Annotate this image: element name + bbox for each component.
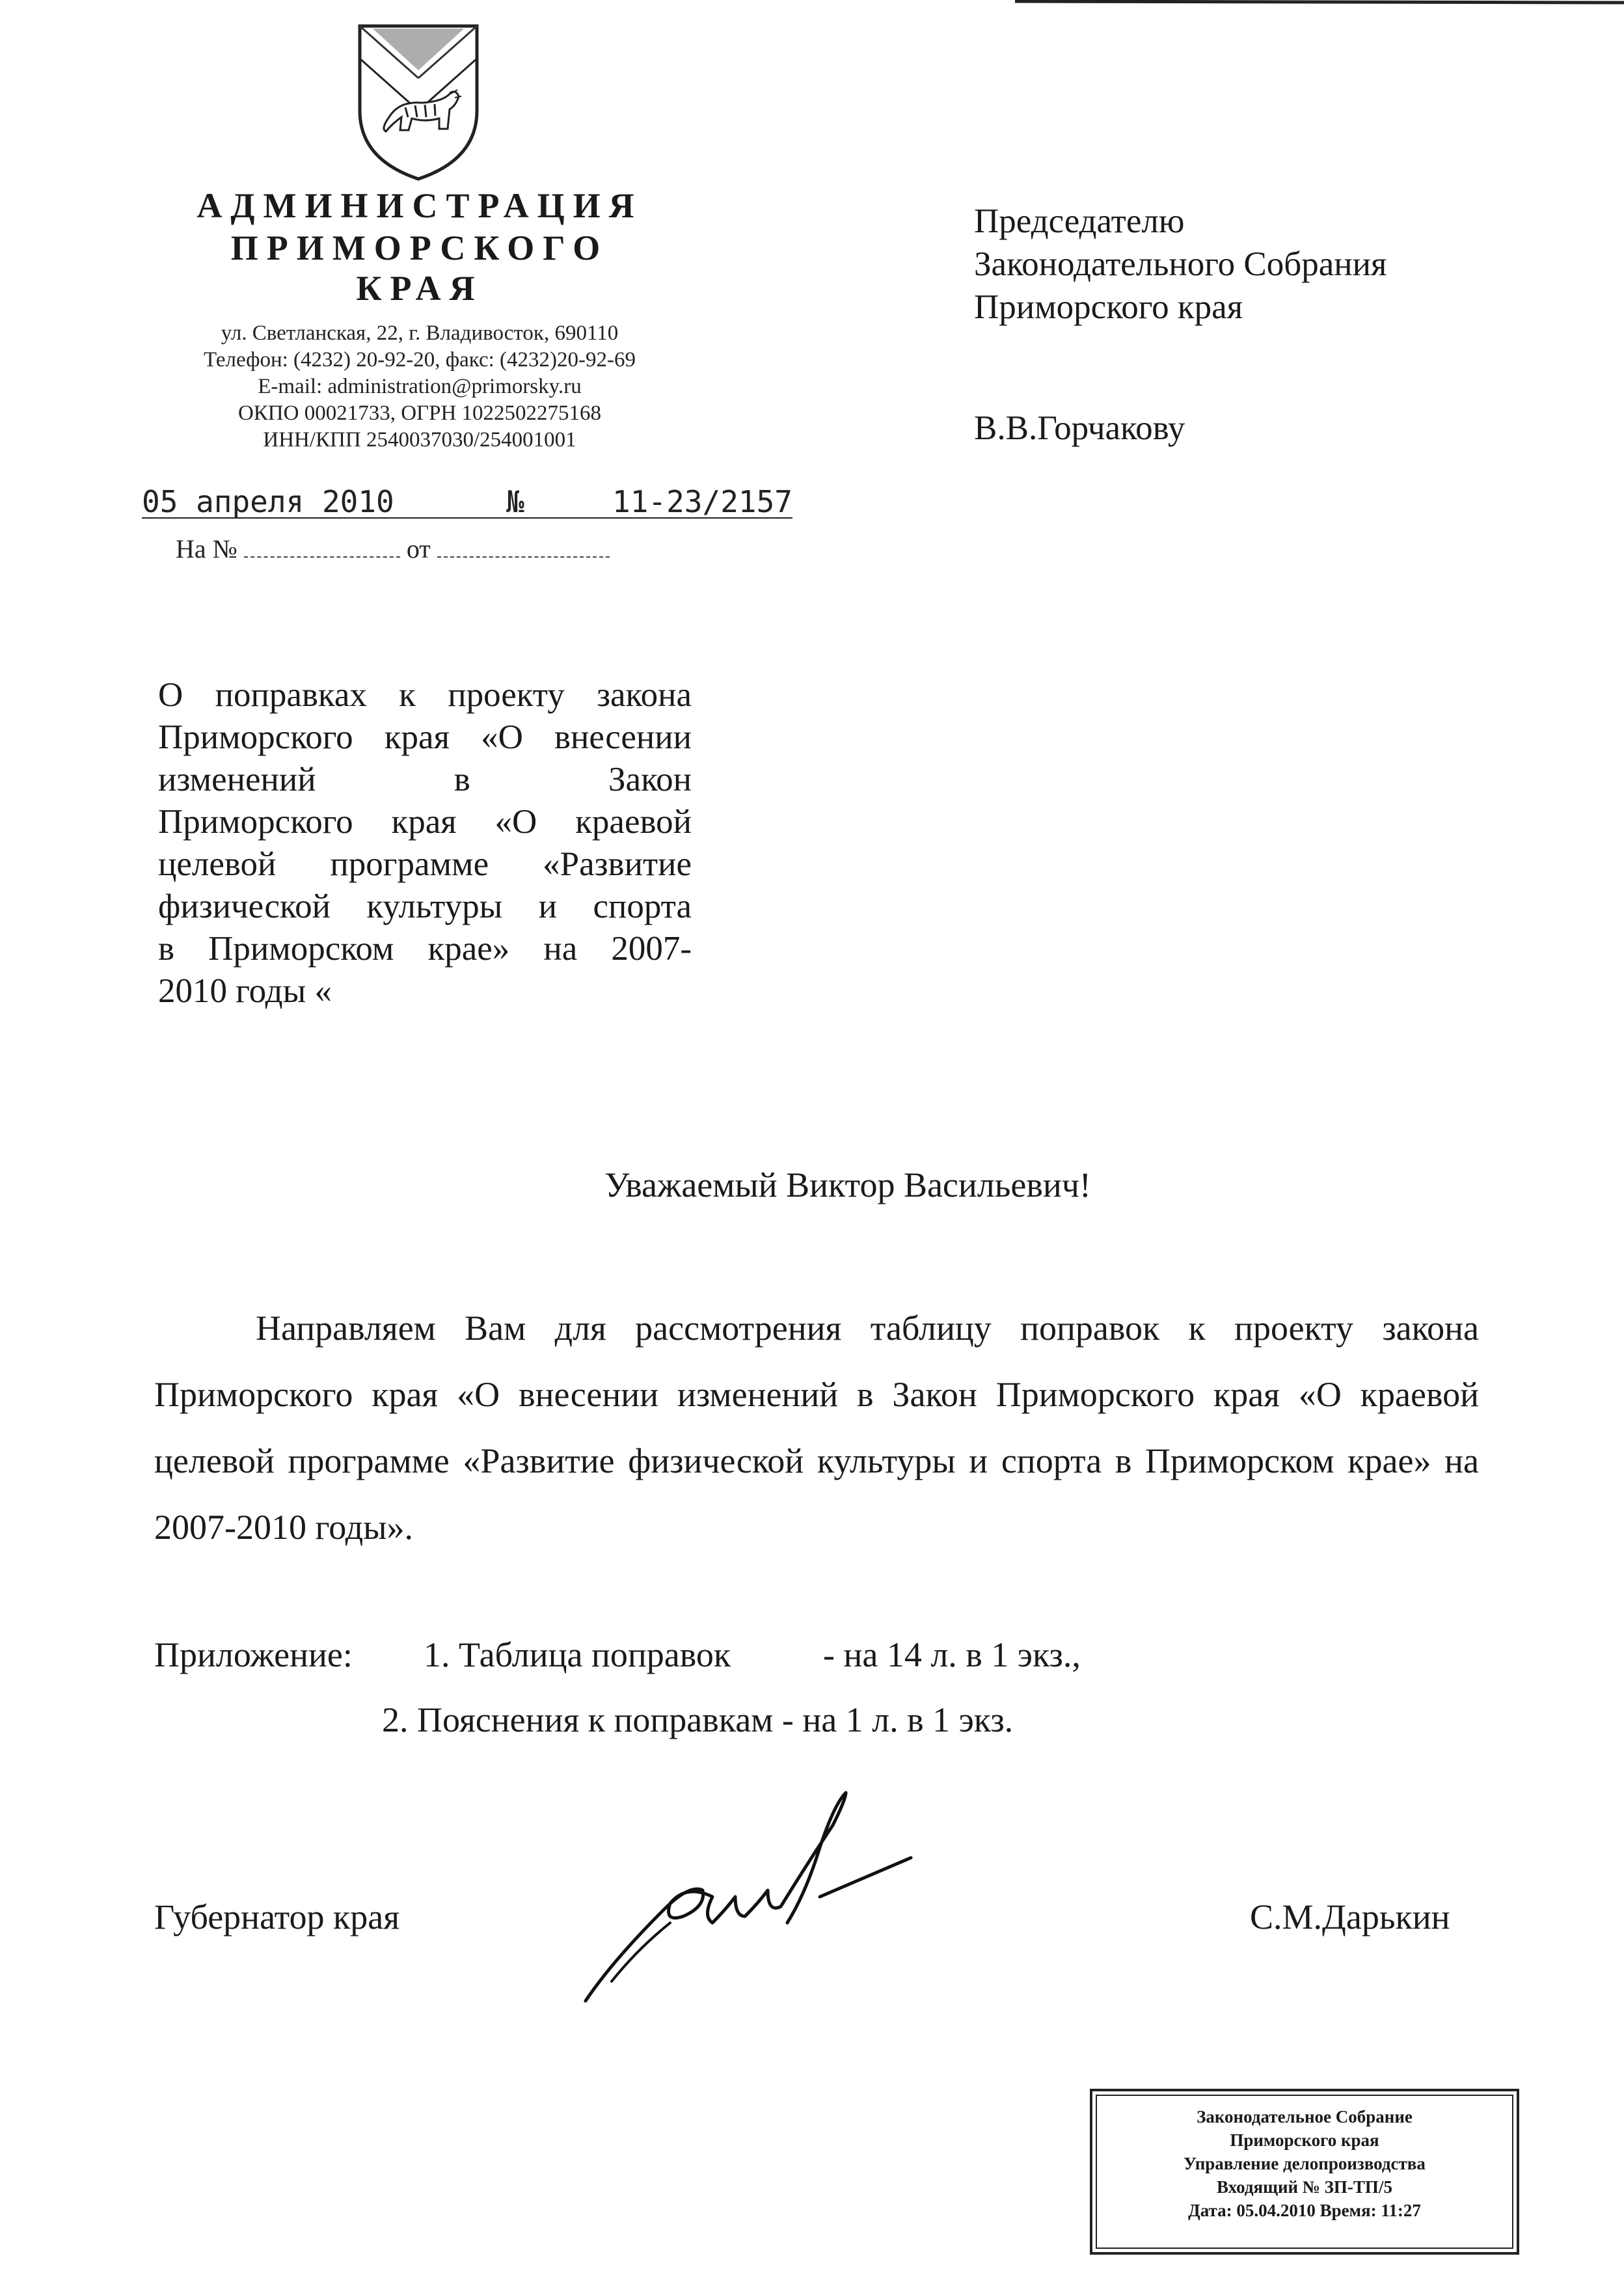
org-inn: ИНН/КПП 2540037030/254001001 [263, 428, 576, 452]
subject-line: Приморского края «О краевой [158, 803, 692, 841]
reference-number-blank [244, 536, 400, 558]
appendix-item-1: 1. Таблица поправок [424, 1635, 731, 1674]
org-codes: ОКПО 00021733, ОГРН 1022502275168 [237, 401, 602, 425]
registration-stamp [1090, 2089, 1519, 2255]
subject-line: О поправках к проекту закона [158, 676, 692, 714]
greeting: Уважаемый Виктор Васильевич! [604, 1165, 1091, 1204]
addressee-line2: Законодательного Собрания [974, 245, 1387, 283]
stamp-line2: Приморского края [1230, 2130, 1379, 2150]
letter-subject [158, 674, 692, 1012]
subject-line: в Приморском крае» на 2007- [158, 930, 692, 968]
stamp-line3: Управление делопроизводства [1184, 2154, 1426, 2173]
subject-line: изменений в Закон [158, 761, 692, 798]
appendix-item-1-size: - на 14 л. в 1 экз., [823, 1635, 1081, 1674]
letter-body: Направляем Вам для рассмотрения таблицу поправок к проекту закона Приморского края «О внесении изменений в Закон Приморского края «О краевой целевой программе «Развитие физической культуры и спорта в Приморском крае» на 2007-2010 годы». [154, 1309, 1479, 1547]
scan-edge-line [1015, 0, 1624, 7]
coat-of-arms-icon [353, 20, 483, 182]
org-phone: Телефон: (4232) 20-92-20, факс: (4232)20-92-69 [204, 348, 636, 372]
org-address: ул. Светланская, 22, г. Владивосток, 690110 [221, 321, 619, 345]
subject-line: 2010 годы « [158, 972, 332, 1010]
handwritten-signature [573, 1786, 989, 2007]
subject-line: физической культуры и спорта [158, 888, 692, 925]
reference-from-label: от [406, 534, 431, 564]
stamp-line4: Входящий № ЗП-ТП/5 [1217, 2177, 1392, 2197]
addressee-name: В.В.Горчакову [974, 409, 1185, 447]
subject-line: целевой программе «Развитие [158, 845, 692, 883]
org-name-line2: ПРИМОРСКОГО КРАЯ [230, 228, 609, 308]
subject-line: Приморского края «О внесении [158, 718, 692, 756]
org-email: E-mail: administration@primorsky.ru [258, 375, 582, 398]
outgoing-number: 11-23/2157 [565, 486, 792, 519]
addressee-block [974, 200, 1387, 329]
number-sign: № [506, 486, 565, 519]
stamp-line5: Дата: 05.04.2010 Время: 11:27 [1188, 2201, 1421, 2220]
appendix-item-2: 2. Пояснения к поправкам - на 1 л. в 1 экз. [382, 1700, 1014, 1739]
signer-title: Губернатор края [154, 1897, 400, 1936]
stamp-line1: Законодательное Собрание [1197, 2107, 1413, 2126]
addressee-line1: Председателю [974, 202, 1185, 240]
reference-date-blank [437, 536, 610, 558]
org-contacts [163, 320, 677, 454]
org-name-line1: АДМИНИСТРАЦИЯ [196, 186, 643, 225]
appendix-label: Приложение: [154, 1635, 353, 1674]
addressee-line3: Приморского края [974, 288, 1243, 326]
reference-label: На № [176, 534, 237, 564]
outgoing-date: 05 апреля 2010 [142, 486, 506, 519]
reference-line [176, 534, 670, 564]
outgoing-registration [142, 484, 792, 519]
signer-name: С.М.Дарькин [1250, 1897, 1450, 1936]
